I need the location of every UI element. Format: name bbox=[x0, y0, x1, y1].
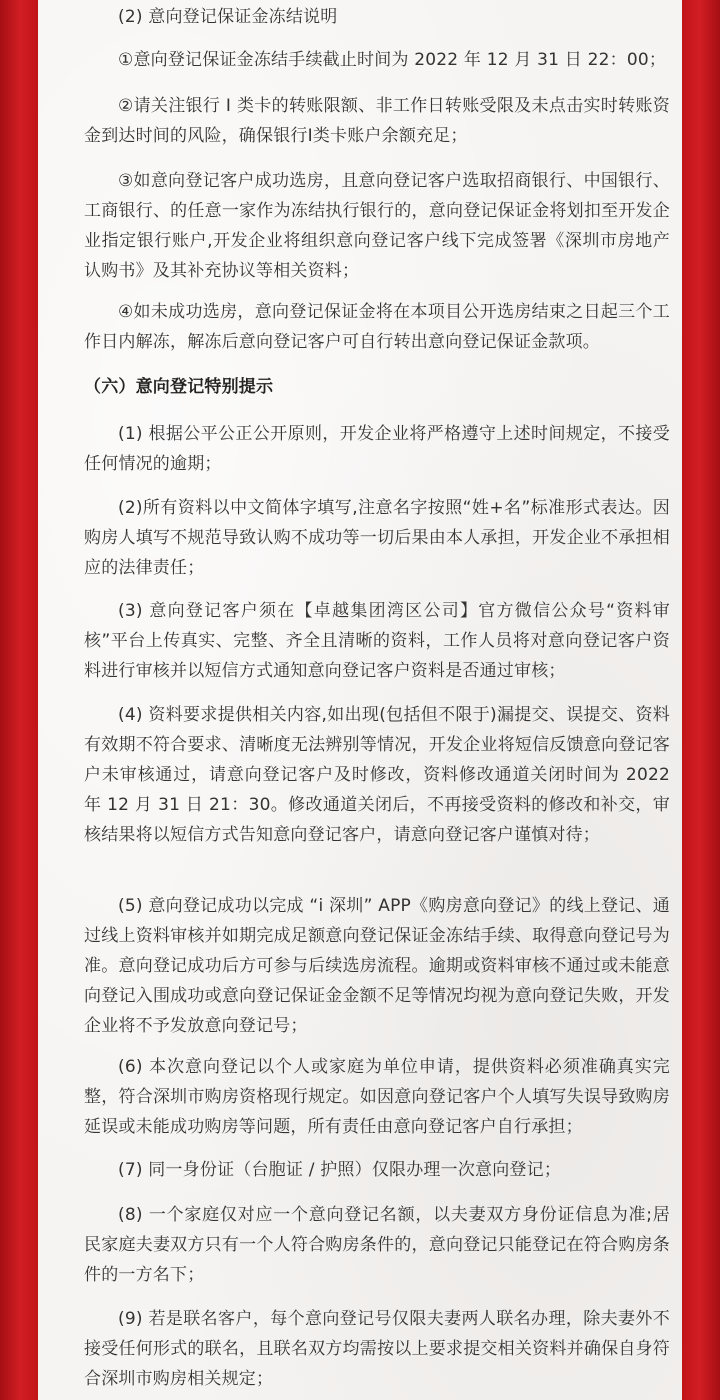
tip-3: (3) 意向登记客户须在【卓越集团湾区公司】官方微信公众号“资料审核”平台上传真实、完整、齐全且清晰的资料，工作人员将对意向登记客户资料进行审核并以短信方式通知意向登记客户资料是否通过审核； bbox=[84, 601, 670, 681]
tip-8: (8) 一个家庭仅对应一个意向登记名额，以夫妻双方身份证信息为准;居民家庭夫妻双方只有一个人符合购房条件的，意向登记只能登记在符合购房条件的一方名下； bbox=[84, 1205, 670, 1285]
right-red-border bbox=[682, 0, 720, 1400]
sub-item-1: ①意向登记保证金冻结手续截止时间为 2022 年 12 月 31 日 22：00； bbox=[118, 50, 667, 70]
tip-9: (9) 若是联名客户，每个意向登记号仅限夫妻两人联名办理，除夫妻外不接受任何形式的联名，且联名双方均需按以上要求提交相关资料并确保自身符合深圳市购房相关规定； bbox=[84, 1309, 670, 1389]
tip-1: (1) 根据公平公正公开原则，开发企业将严格遵守上述时间规定，不接受任何情况的逾期； bbox=[84, 424, 670, 474]
tip-5: (5) 意向登记成功以完成 “i 深圳” APP《购房意向登记》的线上登记、通过线上资料审核并如期完成足额意向登记保证金冻结手续、取得意向登记号为准。意向登记成功后方可参与后续选房流程。逾期或资料审核不通过或未能意向登记入围成功或意向登记保证金金额不足等情况均视为意向登记失败，开发企业将不予发放意向登记号； bbox=[84, 896, 670, 1036]
tip-6: (6) 本次意向登记以个人或家庭为单位申请，提供资料必须准确真实完整，符合深圳市购房资格现行规定。如因意向登记客户个人填写失误导致购房延误或未能成功购房等问题，所有责任由意向登记客户自行承担； bbox=[84, 1057, 670, 1137]
sub-item-2: ②请关注银行 Ⅰ 类卡的转账限额、非工作日转账受限及未点击实时转账资金到达时间的风险，确保银行Ⅰ类卡账户余额充足； bbox=[84, 96, 670, 146]
document-paper bbox=[38, 0, 682, 1400]
tip-4: (4) 资料要求提供相关内容,如出现(包括但不限于)漏提交、误提交、资料有效期不符合要求、清晰度无法辨别等情况，开发企业将短信反馈意向登记客户未审核通过，请意向登记客户及时修改，资料修改通道关闭时间为 2022 年 12 月 31 日 21：30。修改通道关闭后，不再接受资料的修改和补交，审核结果将以短信方式告知意向登记客户，请意向登记客户谨慎对待； bbox=[84, 705, 670, 845]
section-sub-title: (2) 意向登记保证金冻结说明 bbox=[118, 7, 338, 27]
sub-item-3: ③如意向登记客户成功选房，且意向登记客户选取招商银行、中国银行、工商银行、的任意一家作为冻结执行银行的，意向登记保证金将划扣至开发企业指定银行账户,开发企业将组织意向登记客户线下完成签署《深圳市房地产认购书》及其补充协议等相关资料； bbox=[84, 171, 670, 281]
section-heading: （六）意向登记特别提示 bbox=[84, 377, 274, 397]
sub-item-4: ④如未成功选房，意向登记保证金将在本项目公开选房结束之日起三个工作日内解冻，解冻后意向登记客户可自行转出意向登记保证金款项。 bbox=[84, 302, 670, 352]
tip-2: (2)所有资料以中文简体字填写,注意名字按照“姓+名”标准形式表达。因购房人填写不规范导致认购不成功等一切后果由本人承担，开发企业不承担相应的法律责任； bbox=[84, 498, 670, 578]
tip-7: (7) 同一身份证（台胞证 / 护照）仅限办理一次意向登记； bbox=[118, 1160, 562, 1180]
left-red-border bbox=[0, 0, 38, 1400]
